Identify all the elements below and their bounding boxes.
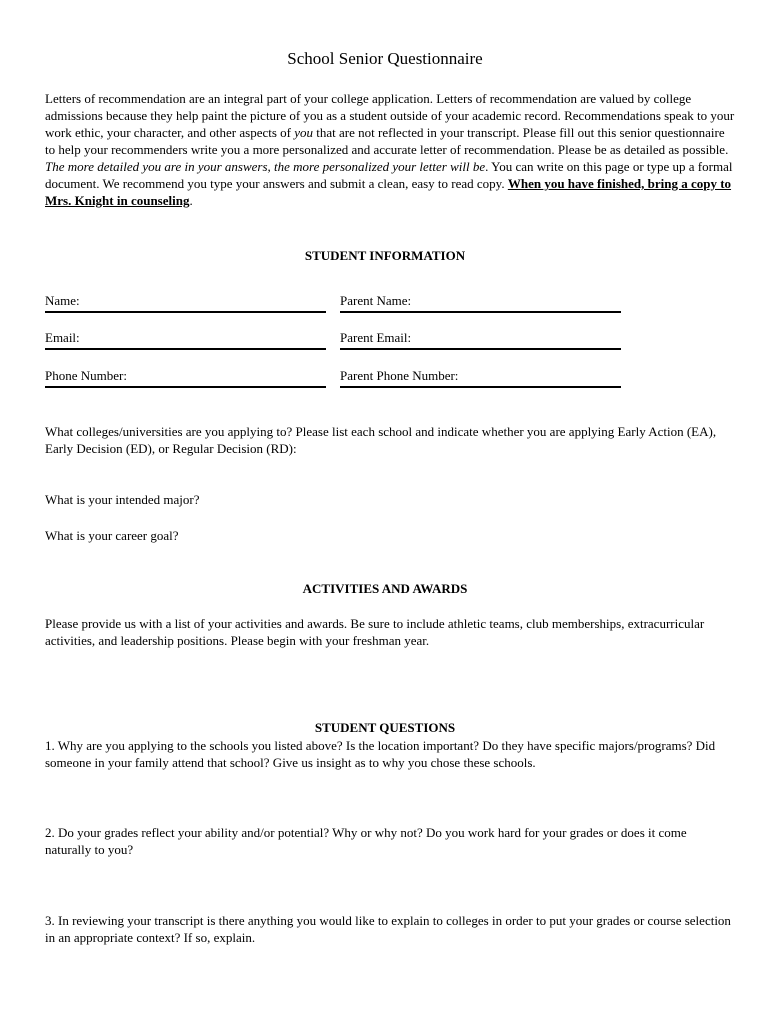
question-1: 1. Why are you applying to the schools you listed above? Is the location important? Do they have specific majors/programs? Did someone in your family attend that school? Give us insight as to why you chose these schools. (45, 738, 716, 770)
activities-heading: ACTIVITIES AND AWARDS (302, 581, 468, 596)
career-question: What is your career goal? (45, 528, 179, 543)
colleges-question: What colleges/universities are you applying to? Please list each school and indicate whether you are applying Early Action (EA), Early Decision (ED), or Regular Decision (RD): (45, 424, 717, 456)
name-label: Name: (45, 293, 80, 308)
intro-text-2: that are not reflected in your transcript. Please fill out this senior questionnaire to help your recommenders write you a more personalized and accurate letter of recommendation. Please be as detailed as possible. (45, 125, 729, 157)
question-2: 2. Do your grades reflect your ability and/or potential? Why or why not? Do you work hard for your grades or does it come naturally to you? (45, 825, 687, 857)
intro-paragraph (45, 90, 735, 209)
activities-instructions: Please provide us with a list of your activities and awards. Be sure to include athletic teams, club memberships, extracurricular activities, and leadership positions. Please begin with your freshman year. (45, 616, 705, 648)
major-question: What is your intended major? (45, 492, 200, 507)
parent-name-field[interactable] (340, 291, 621, 313)
phone-field[interactable] (45, 366, 326, 388)
intro-italic-detail: The more detailed you are in your answers, the more personalized your letter will be (45, 159, 486, 174)
intro-bold-instruction: When you have finished, bring a copy to Mrs. Knight in counseling (45, 176, 732, 208)
intro-text-1: Letters of recommendation are an integral part of your college application. Letters of recommendation are valued by college admissions because they help paint the picture of you as a student outside of your academic record. Recommendations speak to your work ethic, your character, and other aspects of (45, 91, 735, 140)
parent-name-label: Parent Name: (340, 293, 412, 308)
name-field[interactable] (45, 291, 326, 313)
parent-phone-field[interactable] (340, 366, 621, 388)
email-field[interactable] (45, 328, 326, 350)
student-questions-heading: STUDENT QUESTIONS (314, 720, 456, 735)
email-label: Email: (45, 330, 80, 345)
intro-text-end: . (189, 193, 193, 208)
page-title: School Senior Questionnaire (287, 49, 483, 68)
parent-email-label: Parent Email: (340, 330, 412, 345)
intro-italic-you: you (294, 125, 314, 140)
phone-label: Phone Number: (45, 368, 127, 383)
student-information-heading: STUDENT INFORMATION (304, 248, 466, 263)
question-3: 3. In reviewing your transcript is there anything you would like to explain to colleges in order to put your grades or course selection in an appropriate context? If so, explain. (45, 913, 731, 945)
parent-email-field[interactable] (340, 328, 621, 350)
intro-text-3: . You can write on this page or type up a formal document. We recommend you type your answers and submit a clean, easy to read copy. (45, 159, 733, 191)
parent-phone-label: Parent Phone Number: (340, 368, 459, 383)
